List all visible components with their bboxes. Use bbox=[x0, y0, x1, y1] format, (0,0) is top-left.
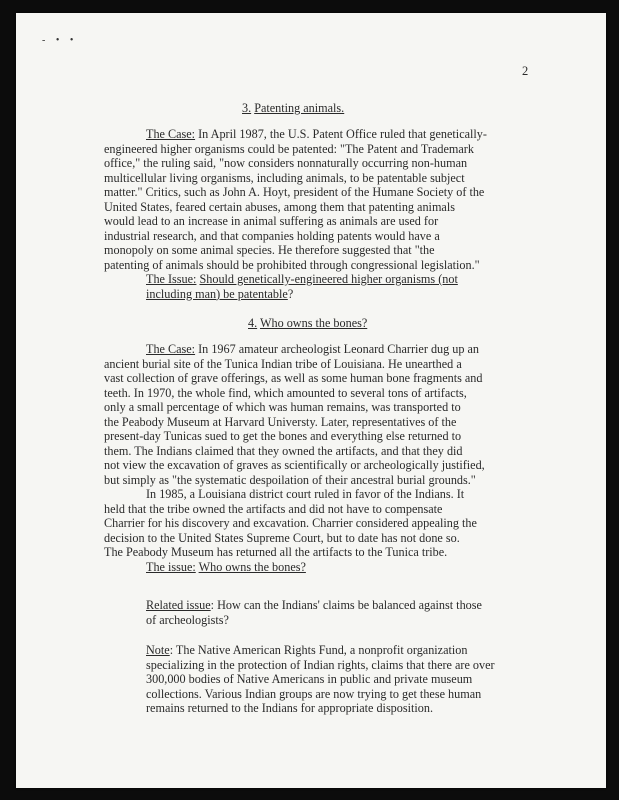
section-4-para2-line: held that the tribe owned the artifacts and did not have to compensate bbox=[104, 501, 443, 516]
related-issue-label: Related issue bbox=[146, 598, 211, 612]
section-4-para2-line: In 1985, a Louisiana district court ruled in favor of the Indians. It bbox=[146, 487, 465, 501]
section-4-case-line: the Peabody Museum at Harvard Universty. Later, representatives of the bbox=[104, 414, 457, 429]
related-issue: Related issue: How can the Indians' claims be balanced against those of archeologists? bbox=[146, 598, 482, 627]
issue-label: The issue: bbox=[146, 559, 196, 574]
section-4-case-line: only a small percentage of which was human remains, was transported to bbox=[104, 400, 461, 414]
section-3-case bbox=[104, 127, 544, 301]
issue-text: Should genetically-engineered higher organisms (not bbox=[199, 272, 458, 286]
section-3-case-line: industrial research, and that companies holding patents would have a bbox=[104, 228, 440, 243]
section-4-case-line: present-day Tunicas sued to get the bones and everything else returned to bbox=[104, 429, 462, 443]
section-4-para2-line: decision to the United States Supreme Court, but to date has not done so. bbox=[104, 530, 460, 545]
section-4-case-line: ancient burial site of the Tunica Indian tribe of Louisiana. He unearthed a bbox=[104, 356, 462, 371]
section-3-case-line: United States, feared certain abuses, among them that patenting animals bbox=[104, 199, 455, 214]
section-4-issue bbox=[104, 560, 544, 575]
section-3-case-line: multicellular living organisms, including animals, to be patentable subject bbox=[104, 170, 465, 185]
case-label: The Case: bbox=[146, 342, 196, 356]
section-3-case-line: office," the ruling said, "now considers nonnaturally occurring non-human bbox=[104, 156, 468, 170]
section-4-case bbox=[104, 342, 544, 574]
section-3-heading bbox=[242, 101, 344, 116]
section-4-case-line: vast collection of grave offerings, as well as some human bone fragments and bbox=[104, 371, 483, 385]
page-number: 2 bbox=[522, 64, 529, 78]
section-4-para2-line: Charrier for his discovery and excavation. Charrier considered appealing the bbox=[104, 516, 477, 530]
scan-specks: - • • bbox=[42, 35, 78, 46]
case-label: The Case: bbox=[146, 127, 196, 141]
section-4-heading bbox=[248, 316, 367, 331]
section-4-case-line: but simply as "the systematic despoilation of their ancestral burial grounds." bbox=[104, 472, 476, 487]
issue-text: Who owns the bones? bbox=[198, 559, 306, 574]
section-3-number: 3. bbox=[242, 101, 252, 115]
section-3-issue bbox=[104, 272, 544, 287]
note: Note: The Native American Rights Fund, a nonprofit organization specializing in the protection of Indian rights, claims that there are over 300,000 bodies of Native Americans in public and private museum collections. Various Indian groups are now trying to get these human remains returned to the Indians for appropriate disposition. bbox=[146, 643, 495, 715]
section-4-case-line: them. The Indians claimed that they owned the artifacts, and that they did bbox=[104, 443, 463, 458]
issue-label: The Issue: bbox=[146, 272, 197, 286]
section-4-case-line: The Case: In 1967 amateur archeologist Leonard Charrier dug up an bbox=[146, 342, 480, 356]
document-page bbox=[16, 13, 606, 788]
section-3-case-line: matter." Critics, such as John A. Hoyt, president of the Humane Society of the bbox=[104, 185, 485, 199]
section-4-para2-line: The Peabody Museum has returned all the artifacts to the Tunica tribe. bbox=[104, 545, 448, 559]
section-3-title: Patenting animals. bbox=[254, 101, 345, 115]
section-3-case-line: engineered higher organisms could be patented: "The Patent and Trademark bbox=[104, 141, 474, 156]
section-3-case-line: patenting of animals should be prohibited through congressional legislation." bbox=[104, 257, 480, 272]
section-4-case-line: not view the excavation of graves as scientifically or archeologically justified, bbox=[104, 458, 485, 472]
section-4-title: Who owns the bones? bbox=[259, 316, 368, 330]
section-3-issue-cont: including man) be patentable? bbox=[146, 286, 294, 301]
section-4-case-line: teeth. In 1970, the whole find, which amounted to several tons of artifacts, bbox=[104, 385, 467, 400]
section-3-case-line: would lead to an increase in animal suffering as animals are used for bbox=[104, 214, 439, 228]
section-3-case-line: The Case: In April 1987, the U.S. Patent Office ruled that genetically- bbox=[146, 127, 487, 141]
section-3-case-line: monopoly on some animal species. He therefore suggested that "the bbox=[104, 243, 435, 257]
section-4-number: 4. bbox=[248, 316, 258, 330]
note-label: Note bbox=[146, 643, 170, 657]
